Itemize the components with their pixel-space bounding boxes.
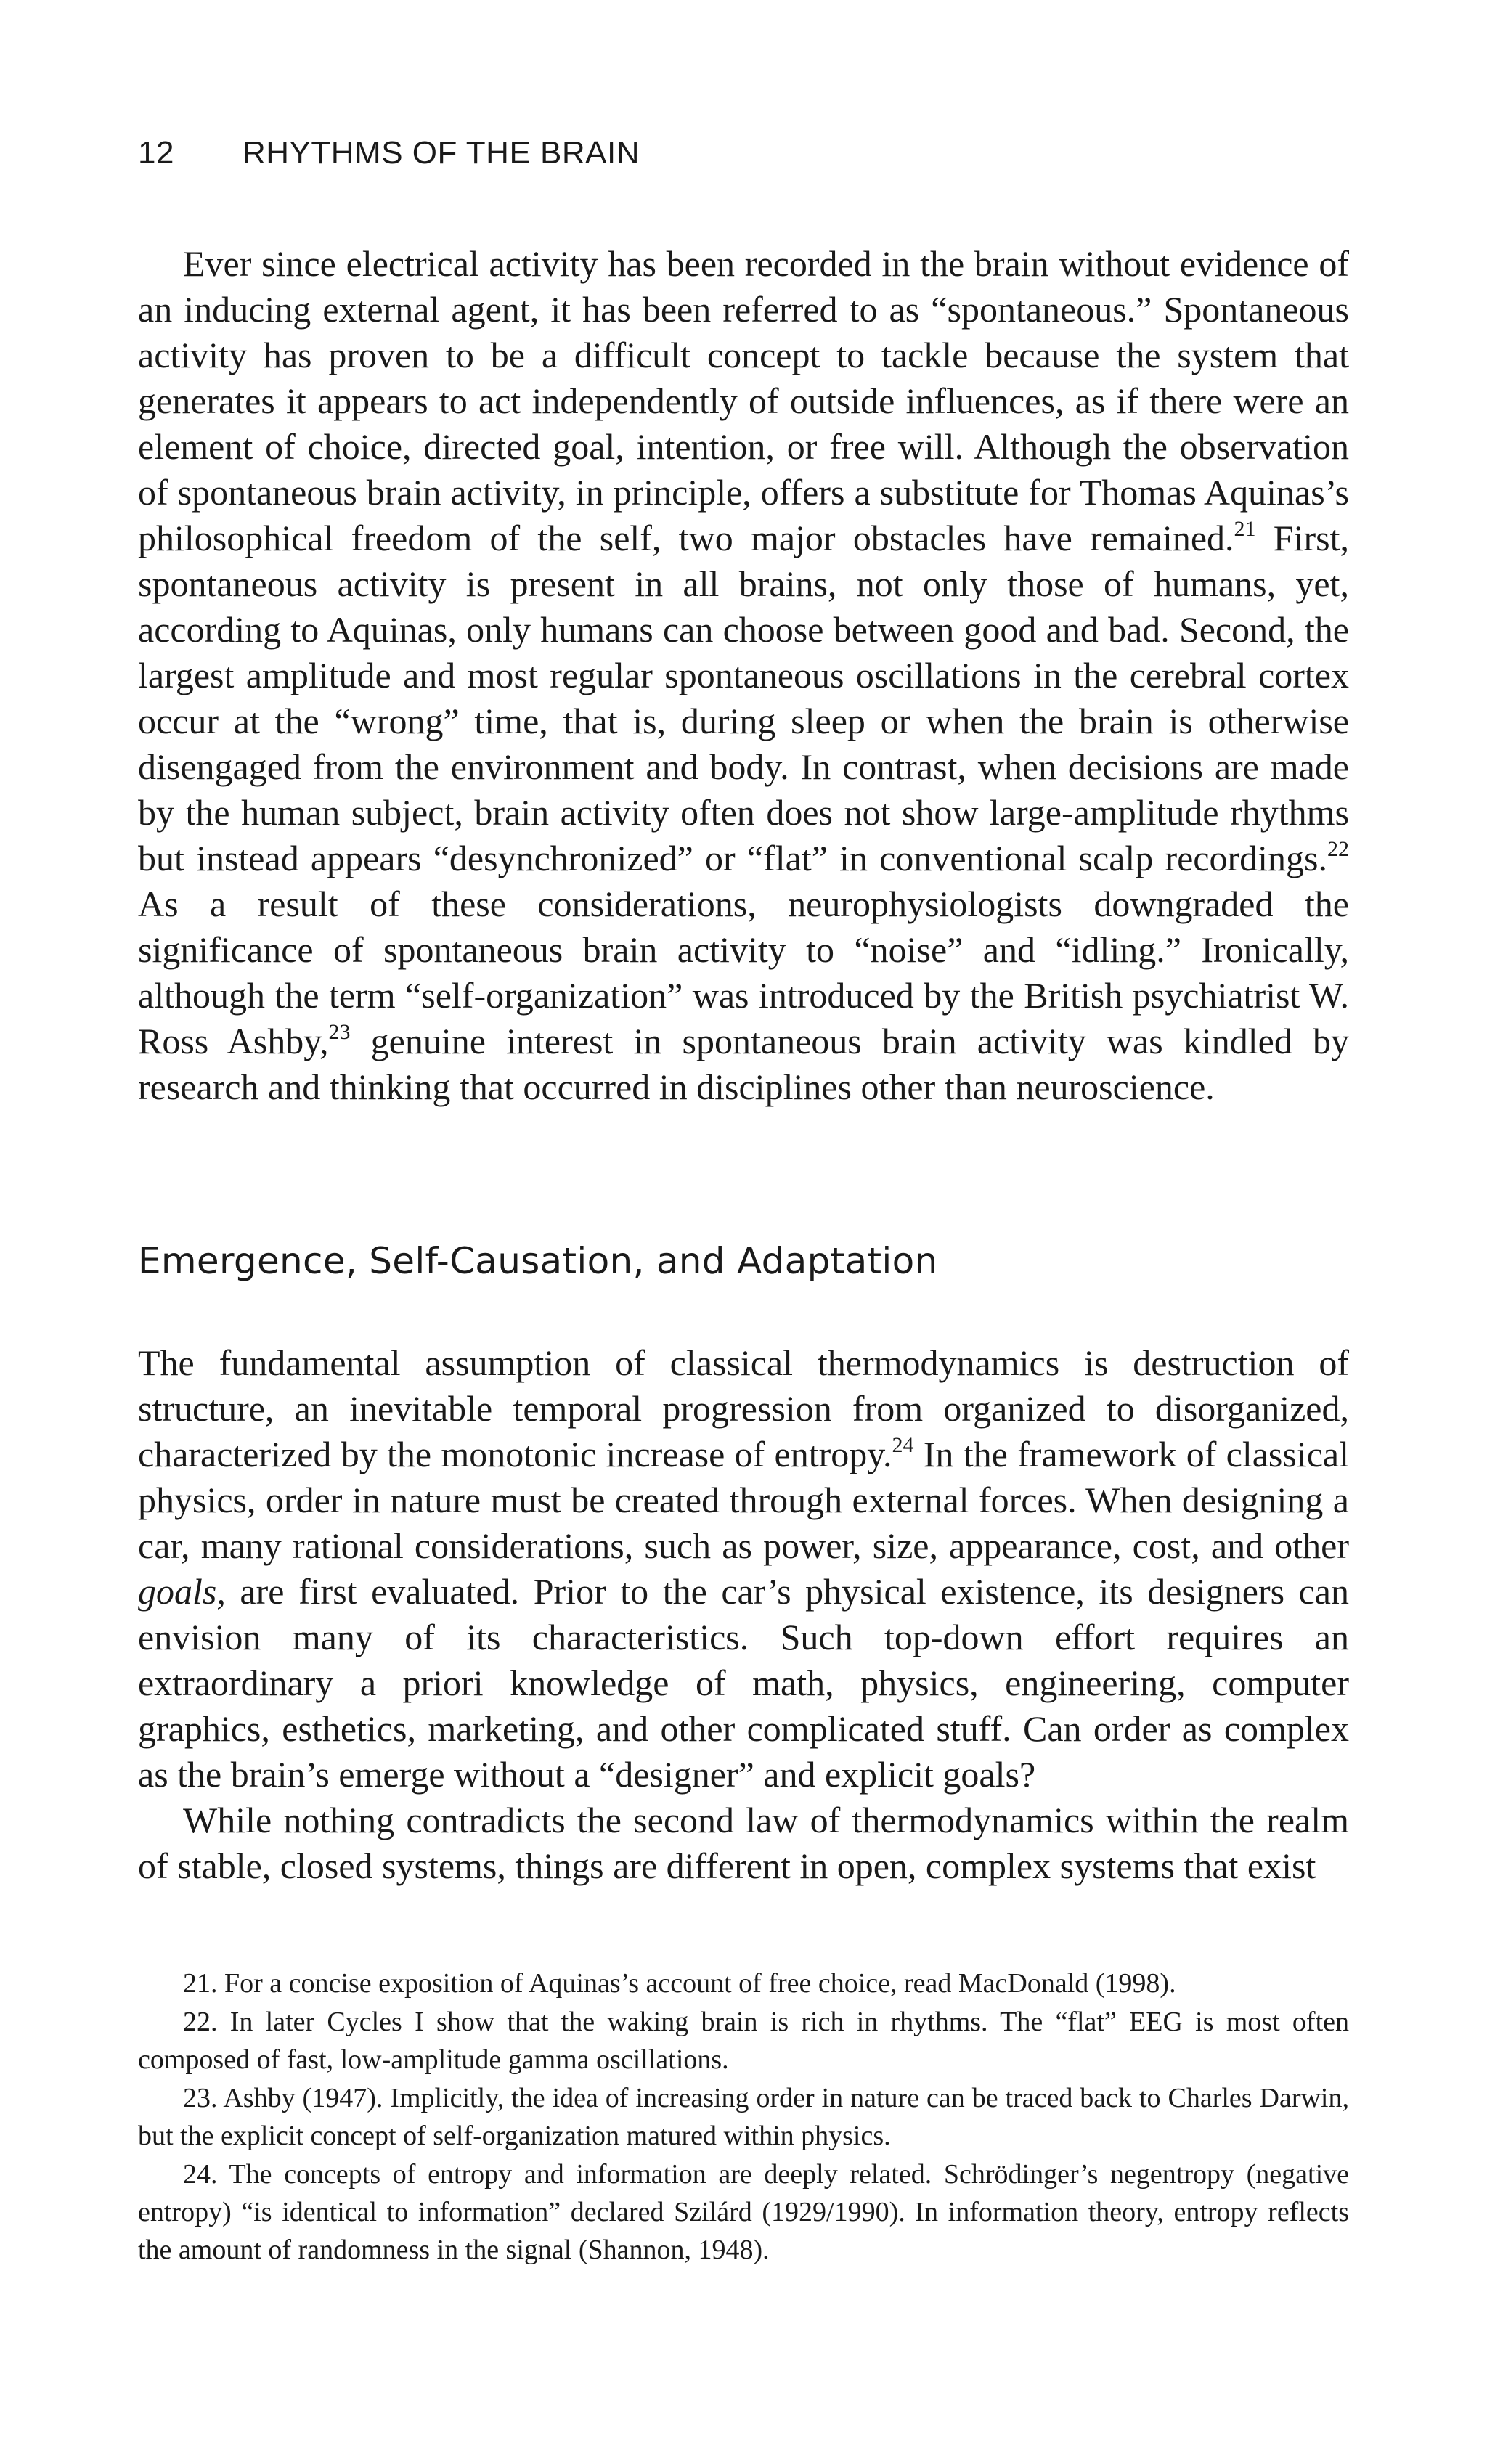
section-heading: Emergence, Self-Causation, and Adaptation	[138, 1240, 938, 1282]
footnote-23: 23. Ashby (1947). Implicitly, the idea of increasing order in nature can be traced back to Charles Darwin, but the explicit concept of self-organization matured within physics.	[138, 2083, 1349, 2151]
paragraph-spontaneous-activity: Ever since electrical activity has been recorded in the brain without evidence of an inducing external agent, it has been referred to as “spontaneous.” Spontaneous activity has proven to be a difficult concept to tackle because the system that generates it appears to act independently of outside influences, as if there were an element of choice, directed goal, intention, or free will. Although the observation of spontaneous brain activity, in principle, offers a substitute for Thomas Aquinas’s philosophical freedom of the self, two major obstacles have remained.$^{21}$ First, spontaneous activity is present in all brains, not only those of humans, yet, according to Aquinas, only humans can choose between good and bad. Second, the largest amplitude and most regular spontaneous oscillations in the cerebral cortex occur at the “wrong” time, that is, during sleep or when the brain is otherwise disengaged from the environment and body. In contrast, when decisions are made by the human subject, brain activity often does not show large-amplitude rhythms but instead appears “desynchronized” or “flat” in conventional scalp recordings.$^{22}$ As a result of these considerations, neurophysiologists downgraded the significance of spontaneous brain activity to “noise” and “idling.” Ironically, although the term “self-organization” was introduced by the British psychiatrist W. Ross Ashby,$^{23}$ genuine interest in spontaneous brain activity was kindled by research and thinking that occurred in disciplines other than neuroscience.	[138, 243, 1349, 1107]
footnote-24: 24. The concepts of entropy and information are deeply related. Schrödinger’s negentropy (negative entropy) “is identical to information” declared Szilárd (1929/1990). In information theory, entropy reflects the amount of randomness in the signal (Shannon, 1948).	[138, 2159, 1349, 2265]
paragraph-thermodynamics: The fundamental assumption of classical thermodynamics is destruction of structure, an inevitable temporal progression from organized to disorganized, characterized by the monotonic increase of entropy.$^{24}$ In the framework of classical physics, order in nature must be created through external forces. When designing a car, many rational considerations, such as power, size, appearance, cost, and other goals, are first evaluated. Prior to the car’s physical existence, its designers can envision many of its characteristics. Such top-down effort requires an extraordinary a priori knowledge of math, physics, engineering, computer graphics, esthetics, marketing, and other complicated stuff. Can order as complex as the brain’s emerge without a “designer” and explicit goals?	[138, 1342, 1349, 1795]
footnotes	[138, 1965, 1349, 2269]
footnote-ref-24[interactable]: 24	[892, 1433, 914, 1457]
page-number: 12	[138, 135, 174, 171]
body-section-2	[138, 1340, 1349, 1889]
italic-goals: goals,	[138, 1571, 226, 1612]
paragraph-second-law: While nothing contradicts the second law of thermodynamics within the realm of stable, closed systems, things are different in open, complex systems that exist	[138, 1800, 1349, 1886]
footnote-22: 22. In later Cycles I show that the waking brain is rich in rhythms. The “flat” EEG is most often composed of fast, low-amplitude gamma oscillations.	[138, 2007, 1349, 2075]
footnote-ref-21[interactable]: 21	[1234, 517, 1256, 541]
book-title: RHYTHMS OF THE BRAIN	[243, 135, 640, 171]
running-head	[138, 133, 640, 174]
footnote-ref-22[interactable]: 22	[1327, 837, 1349, 861]
footnote-ref-23[interactable]: 23	[328, 1020, 351, 1044]
body-section-1	[138, 241, 1349, 1110]
footnote-21: 21. For a concise exposition of Aquinas’s account of free choice, read MacDonald (1998).	[183, 1968, 1176, 1999]
